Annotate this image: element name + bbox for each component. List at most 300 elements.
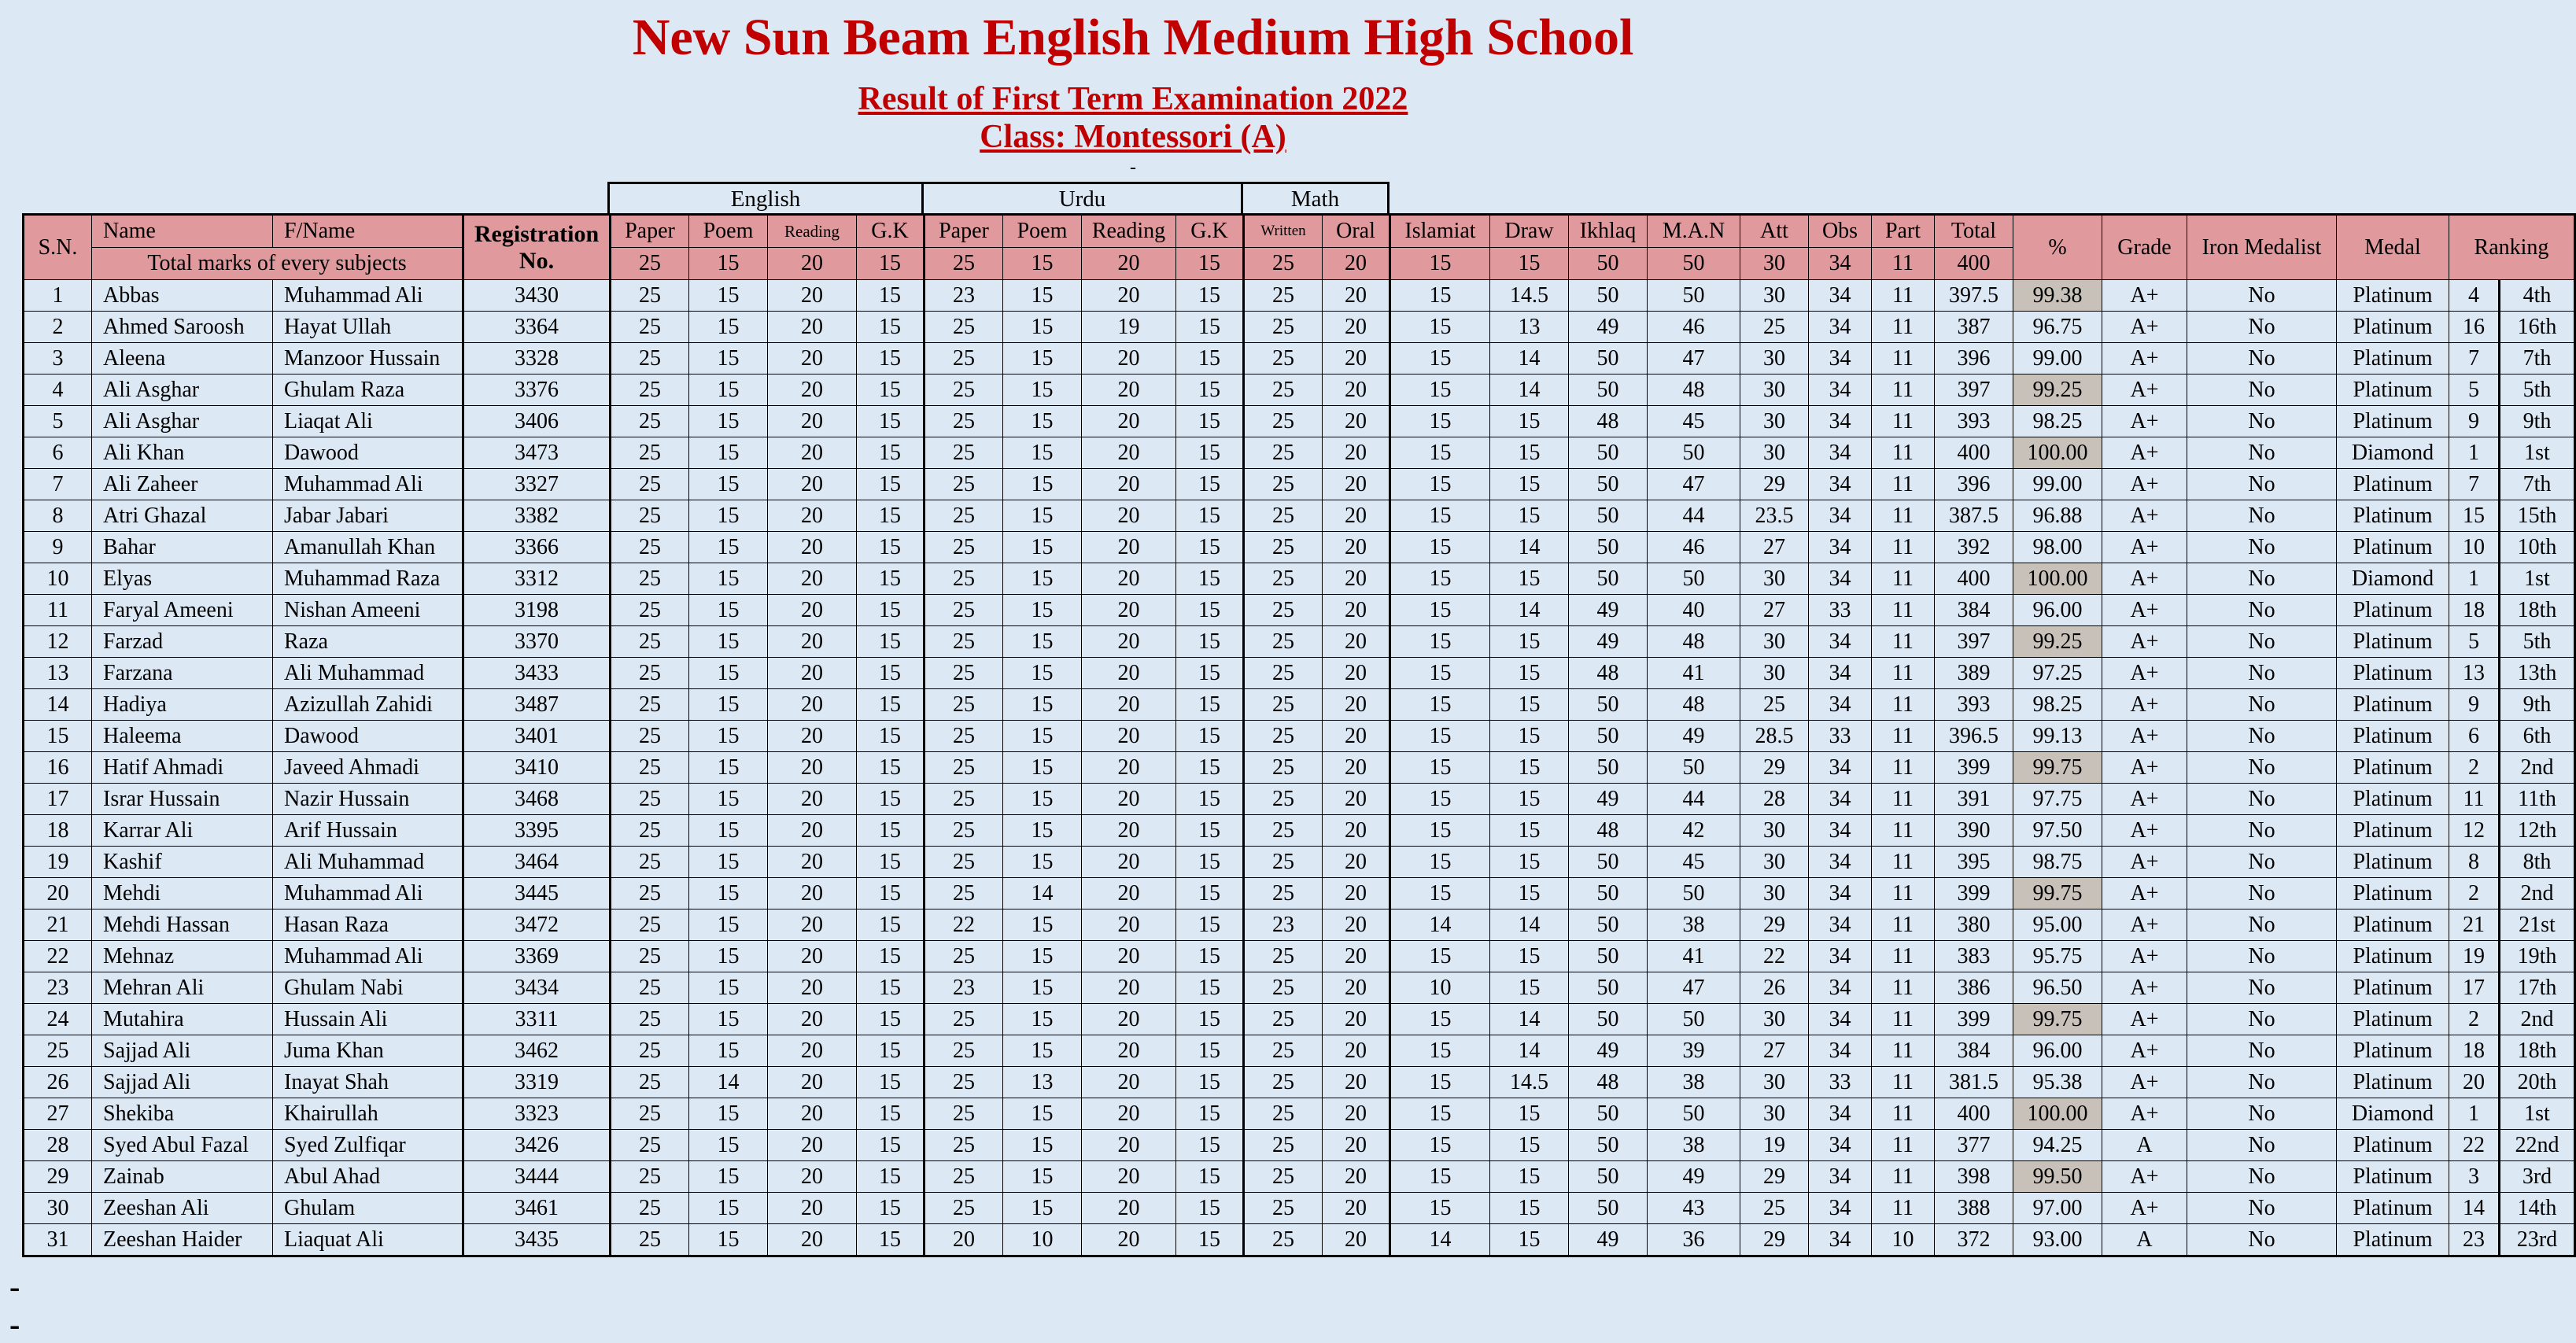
cell-registration: 3430 xyxy=(463,280,611,312)
cell-mark: 50 xyxy=(1569,374,1648,406)
cell-mark: 45 xyxy=(1648,847,1740,878)
cell-mark: 15 xyxy=(1390,563,1490,595)
cell-mark: 15 xyxy=(1176,847,1244,878)
cell-rank-number: 2 xyxy=(2449,1004,2500,1035)
cell-mark: 20 xyxy=(1082,500,1176,532)
cell-mark: 34 xyxy=(1809,343,1872,374)
table-row xyxy=(24,374,2575,406)
cell-sn: 7 xyxy=(24,469,92,500)
cell-registration: 3410 xyxy=(463,752,611,784)
cell-mark: 15 xyxy=(1003,1004,1082,1035)
cell-medal: Platinum xyxy=(2337,721,2449,752)
cell-mark: 15 xyxy=(857,1193,924,1224)
cell-mark: 25 xyxy=(611,500,689,532)
cell-mark: 20 xyxy=(1323,1193,1390,1224)
cell-mark: 15 xyxy=(689,909,768,941)
cell-mark: 25 xyxy=(611,1193,689,1224)
cell-sn: 3 xyxy=(24,343,92,374)
cell-medal: Platinum xyxy=(2337,815,2449,847)
cell-mark: 20 xyxy=(1323,1004,1390,1035)
school-name: New Sun Beam English Medium High School xyxy=(632,9,1634,66)
cell-rank-label: 14th xyxy=(2500,1193,2575,1224)
cell-mark: 50 xyxy=(1569,941,1648,972)
cell-mark: 11 xyxy=(1872,909,1935,941)
cell-mark: 34 xyxy=(1809,500,1872,532)
cell-rank-number: 23 xyxy=(2449,1224,2500,1256)
cell-mark: 20 xyxy=(768,1130,857,1161)
cell-mark: 29 xyxy=(1740,1224,1809,1256)
cell-fname: Raza xyxy=(273,626,463,658)
cell-mark: 15 xyxy=(857,1035,924,1067)
cell-mark: 30 xyxy=(1740,437,1809,469)
cell-iron-medalist: No xyxy=(2187,595,2337,626)
cell-mark: 15 xyxy=(1176,1098,1244,1130)
cell-mark: 34 xyxy=(1809,972,1872,1004)
cell-mark: 20 xyxy=(1082,626,1176,658)
cell-iron-medalist: No xyxy=(2187,1035,2337,1067)
cell-mark: 20 xyxy=(1082,532,1176,563)
cell-rank-number: 18 xyxy=(2449,595,2500,626)
cell-mark: 25 xyxy=(611,1224,689,1256)
cell-mark: 15 xyxy=(1003,847,1082,878)
cell-medal: Platinum xyxy=(2337,658,2449,689)
header-col: Att xyxy=(1740,215,1809,248)
cell-mark: 15 xyxy=(1003,1130,1082,1161)
cell-mark: 25 xyxy=(924,941,1003,972)
cell-mark: 48 xyxy=(1569,1067,1648,1098)
cell-grade: A xyxy=(2102,1130,2187,1161)
cell-mark: 50 xyxy=(1569,972,1648,1004)
cell-mark: 25 xyxy=(924,626,1003,658)
cell-rank-number: 1 xyxy=(2449,1098,2500,1130)
cell-mark: 20 xyxy=(1082,1067,1176,1098)
cell-mark: 20 xyxy=(768,595,857,626)
cell-mark: 20 xyxy=(768,721,857,752)
cell-medal: Platinum xyxy=(2337,343,2449,374)
cell-mark: 20 xyxy=(1082,847,1176,878)
cell-mark: 15 xyxy=(1490,721,1569,752)
cell-mark: 33 xyxy=(1809,1067,1872,1098)
cell-mark: 20 xyxy=(1323,878,1390,909)
cell-mark: 39 xyxy=(1648,1035,1740,1067)
cell-total: 399 xyxy=(1935,878,2013,909)
cell-grade: A+ xyxy=(2102,343,2187,374)
cell-mark: 15 xyxy=(1490,1193,1569,1224)
cell-mark: 44 xyxy=(1648,500,1740,532)
cell-rank-number: 19 xyxy=(2449,941,2500,972)
cell-mark: 15 xyxy=(857,847,924,878)
cell-mark: 15 xyxy=(857,626,924,658)
cell-mark: 25 xyxy=(1244,1224,1323,1256)
cell-mark: 20 xyxy=(1082,1224,1176,1256)
cell-mark: 47 xyxy=(1648,469,1740,500)
table-row xyxy=(24,689,2575,721)
header-col: Paper xyxy=(611,215,689,248)
cell-mark: 45 xyxy=(1648,406,1740,437)
cell-mark: 46 xyxy=(1648,532,1740,563)
cell-rank-number: 16 xyxy=(2449,312,2500,343)
cell-medal: Diamond xyxy=(2337,1098,2449,1130)
cell-mark: 15 xyxy=(1490,689,1569,721)
cell-mark: 25 xyxy=(924,815,1003,847)
cell-sn: 25 xyxy=(24,1035,92,1067)
cell-mark: 15 xyxy=(689,1193,768,1224)
cell-mark: 25 xyxy=(1244,1098,1323,1130)
cell-percent: 96.50 xyxy=(2013,972,2102,1004)
cell-mark: 20 xyxy=(768,626,857,658)
cell-grade: A+ xyxy=(2102,847,2187,878)
max-mark: 34 xyxy=(1809,248,1872,280)
cell-fname: Muhammad Raza xyxy=(273,563,463,595)
cell-registration: 3487 xyxy=(463,689,611,721)
cell-mark: 20 xyxy=(768,1224,857,1256)
cell-mark: 50 xyxy=(1569,1004,1648,1035)
cell-registration: 3382 xyxy=(463,500,611,532)
cell-mark: 34 xyxy=(1809,689,1872,721)
cell-rank-number: 7 xyxy=(2449,343,2500,374)
cell-mark: 11 xyxy=(1872,689,1935,721)
cell-percent: 99.38 xyxy=(2013,280,2102,312)
cell-percent: 95.00 xyxy=(2013,909,2102,941)
cell-name: Atri Ghazal xyxy=(92,500,273,532)
cell-mark: 15 xyxy=(689,972,768,1004)
cell-medal: Platinum xyxy=(2337,626,2449,658)
table-row xyxy=(24,1004,2575,1035)
cell-percent: 97.25 xyxy=(2013,658,2102,689)
cell-mark: 34 xyxy=(1809,752,1872,784)
table-row xyxy=(24,437,2575,469)
cell-mark: 49 xyxy=(1569,784,1648,815)
cell-iron-medalist: No xyxy=(2187,280,2337,312)
cell-name: Kashif xyxy=(92,847,273,878)
cell-percent: 95.75 xyxy=(2013,941,2102,972)
cell-mark: 15 xyxy=(689,941,768,972)
cell-mark: 25 xyxy=(611,532,689,563)
cell-mark: 15 xyxy=(1390,595,1490,626)
cell-mark: 15 xyxy=(1390,1004,1490,1035)
cell-mark: 34 xyxy=(1809,1224,1872,1256)
cell-mark: 44 xyxy=(1648,784,1740,815)
cell-medal: Platinum xyxy=(2337,1224,2449,1256)
cell-name: Ali Asghar xyxy=(92,406,273,437)
cell-mark: 14 xyxy=(1490,374,1569,406)
cell-mark: 15 xyxy=(857,815,924,847)
cell-mark: 25 xyxy=(1244,437,1323,469)
cell-rank-number: 8 xyxy=(2449,847,2500,878)
cell-mark: 20 xyxy=(768,343,857,374)
cell-iron-medalist: No xyxy=(2187,1193,2337,1224)
cell-mark: 15 xyxy=(689,1004,768,1035)
cell-fname: Ali Muhammad xyxy=(273,847,463,878)
cell-registration: 3472 xyxy=(463,909,611,941)
header-col: G.K xyxy=(1176,215,1244,248)
cell-percent: 93.00 xyxy=(2013,1224,2102,1256)
cell-mark: 50 xyxy=(1569,280,1648,312)
cell-mark: 15 xyxy=(857,721,924,752)
cell-mark: 10 xyxy=(1390,972,1490,1004)
cell-mark: 25 xyxy=(1244,847,1323,878)
cell-rank-number: 9 xyxy=(2449,689,2500,721)
cell-mark: 50 xyxy=(1569,532,1648,563)
cell-mark: 11 xyxy=(1872,312,1935,343)
cell-mark: 15 xyxy=(1390,626,1490,658)
cell-medal: Platinum xyxy=(2337,941,2449,972)
cell-rank-label: 11th xyxy=(2500,784,2575,815)
table-row xyxy=(24,784,2575,815)
cell-mark: 15 xyxy=(689,658,768,689)
max-mark: 15 xyxy=(1176,248,1244,280)
cell-iron-medalist: No xyxy=(2187,909,2337,941)
cell-mark: 20 xyxy=(1323,689,1390,721)
cell-mark: 20 xyxy=(1323,658,1390,689)
cell-grade: A+ xyxy=(2102,437,2187,469)
cell-mark: 15 xyxy=(857,595,924,626)
cell-iron-medalist: No xyxy=(2187,972,2337,1004)
cell-mark: 15 xyxy=(857,784,924,815)
cell-grade: A+ xyxy=(2102,815,2187,847)
cell-grade: A+ xyxy=(2102,595,2187,626)
cell-mark: 20 xyxy=(768,280,857,312)
cell-mark: 11 xyxy=(1872,1035,1935,1067)
cell-mark: 23 xyxy=(924,280,1003,312)
cell-mark: 34 xyxy=(1809,658,1872,689)
cell-name: Shekiba xyxy=(92,1098,273,1130)
cell-mark: 10 xyxy=(1872,1224,1935,1256)
cell-mark: 15 xyxy=(1176,752,1244,784)
cell-mark: 15 xyxy=(1490,941,1569,972)
cell-mark: 13 xyxy=(1003,1067,1082,1098)
cell-mark: 34 xyxy=(1809,941,1872,972)
cell-mark: 15 xyxy=(1390,1035,1490,1067)
cell-mark: 29 xyxy=(1740,909,1809,941)
cell-mark: 15 xyxy=(1176,1067,1244,1098)
cell-mark: 15 xyxy=(1390,752,1490,784)
cell-mark: 15 xyxy=(1176,374,1244,406)
cell-mark: 15 xyxy=(689,815,768,847)
cell-name: Ali Asghar xyxy=(92,374,273,406)
max-mark: 11 xyxy=(1872,248,1935,280)
cell-mark: 15 xyxy=(689,532,768,563)
cell-mark: 15 xyxy=(1390,500,1490,532)
cell-mark: 14 xyxy=(689,1067,768,1098)
cell-rank-number: 22 xyxy=(2449,1130,2500,1161)
cell-mark: 15 xyxy=(689,500,768,532)
max-mark: 15 xyxy=(1003,248,1082,280)
group-english-header: English xyxy=(607,182,924,213)
cell-registration: 3445 xyxy=(463,878,611,909)
cell-rank-number: 13 xyxy=(2449,658,2500,689)
cell-total: 399 xyxy=(1935,1004,2013,1035)
cell-mark: 20 xyxy=(768,500,857,532)
cell-mark: 20 xyxy=(1323,1067,1390,1098)
header-medal: Medal xyxy=(2337,215,2449,280)
cell-rank-number: 5 xyxy=(2449,626,2500,658)
cell-mark: 25 xyxy=(1244,374,1323,406)
cell-mark: 50 xyxy=(1569,343,1648,374)
table-row xyxy=(24,1193,2575,1224)
cell-mark: 20 xyxy=(1323,312,1390,343)
cell-mark: 15 xyxy=(857,752,924,784)
cell-mark: 25 xyxy=(924,343,1003,374)
cell-iron-medalist: No xyxy=(2187,1224,2337,1256)
cell-grade: A+ xyxy=(2102,1098,2187,1130)
cell-mark: 34 xyxy=(1809,815,1872,847)
cell-grade: A+ xyxy=(2102,469,2187,500)
cell-mark: 20 xyxy=(1082,972,1176,1004)
cell-total: 387 xyxy=(1935,312,2013,343)
cell-mark: 34 xyxy=(1809,1004,1872,1035)
cell-mark: 20 xyxy=(1323,469,1390,500)
cell-rank-label: 19th xyxy=(2500,941,2575,972)
cell-mark: 20 xyxy=(1082,1098,1176,1130)
cell-grade: A+ xyxy=(2102,374,2187,406)
cell-mark: 15 xyxy=(857,1004,924,1035)
cell-mark: 15 xyxy=(857,500,924,532)
header-col: Poem xyxy=(689,215,768,248)
cell-mark: 50 xyxy=(1569,469,1648,500)
cell-rank-label: 5th xyxy=(2500,374,2575,406)
table-row xyxy=(24,752,2575,784)
cell-iron-medalist: No xyxy=(2187,563,2337,595)
cell-total: 400 xyxy=(1935,563,2013,595)
cell-rank-label: 1st xyxy=(2500,437,2575,469)
cell-mark: 20 xyxy=(768,972,857,1004)
cell-mark: 15 xyxy=(857,406,924,437)
cell-total: 396 xyxy=(1935,343,2013,374)
max-mark: 15 xyxy=(689,248,768,280)
cell-mark: 25 xyxy=(924,878,1003,909)
cell-mark: 20 xyxy=(1323,280,1390,312)
cell-medal: Platinum xyxy=(2337,406,2449,437)
cell-fname: Azizullah Zahidi xyxy=(273,689,463,721)
cell-mark: 20 xyxy=(1082,1161,1176,1193)
cell-mark: 15 xyxy=(857,658,924,689)
cell-mark: 11 xyxy=(1872,658,1935,689)
cell-mark: 22 xyxy=(924,909,1003,941)
cell-mark: 25 xyxy=(1244,563,1323,595)
cell-mark: 11 xyxy=(1872,1130,1935,1161)
cell-registration: 3364 xyxy=(463,312,611,343)
cell-grade: A+ xyxy=(2102,1193,2187,1224)
cell-percent: 99.00 xyxy=(2013,343,2102,374)
header-col: Poem xyxy=(1003,215,1082,248)
cell-mark: 25 xyxy=(611,469,689,500)
cell-mark: 14 xyxy=(1490,532,1569,563)
cell-mark: 14 xyxy=(1003,878,1082,909)
cell-mark: 15 xyxy=(1390,437,1490,469)
cell-mark: 50 xyxy=(1569,847,1648,878)
cell-mark: 20 xyxy=(1082,658,1176,689)
cell-sn: 27 xyxy=(24,1098,92,1130)
cell-percent: 99.75 xyxy=(2013,1004,2102,1035)
cell-sn: 6 xyxy=(24,437,92,469)
cell-sn: 14 xyxy=(24,689,92,721)
cell-mark: 25 xyxy=(1740,312,1809,343)
cell-medal: Platinum xyxy=(2337,1004,2449,1035)
cell-mark: 20 xyxy=(1082,1004,1176,1035)
cell-mark: 46 xyxy=(1648,312,1740,343)
cell-mark: 41 xyxy=(1648,941,1740,972)
cell-medal: Platinum xyxy=(2337,469,2449,500)
cell-mark: 15 xyxy=(1490,1130,1569,1161)
cell-mark: 25 xyxy=(611,658,689,689)
cell-mark: 34 xyxy=(1809,847,1872,878)
cell-mark: 25 xyxy=(1244,878,1323,909)
cell-mark: 15 xyxy=(1003,1161,1082,1193)
cell-mark: 15 xyxy=(1490,1224,1569,1256)
cell-mark: 20 xyxy=(1323,752,1390,784)
cell-iron-medalist: No xyxy=(2187,437,2337,469)
cell-mark: 25 xyxy=(1244,784,1323,815)
cell-mark: 25 xyxy=(924,1004,1003,1035)
cell-mark: 25 xyxy=(611,563,689,595)
header-col: G.K xyxy=(857,215,924,248)
cell-mark: 25 xyxy=(924,847,1003,878)
cell-mark: 15 xyxy=(689,1098,768,1130)
cell-mark: 15 xyxy=(1490,815,1569,847)
cell-percent: 99.13 xyxy=(2013,721,2102,752)
cell-mark: 15 xyxy=(689,1130,768,1161)
cell-mark: 25 xyxy=(1244,280,1323,312)
cell-name: Abbas xyxy=(92,280,273,312)
cell-mark: 14 xyxy=(1390,909,1490,941)
cell-mark: 15 xyxy=(1490,784,1569,815)
cell-medal: Platinum xyxy=(2337,1035,2449,1067)
cell-registration: 3406 xyxy=(463,406,611,437)
cell-mark: 48 xyxy=(1648,626,1740,658)
cell-mark: 25 xyxy=(1244,343,1323,374)
cell-mark: 15 xyxy=(1003,689,1082,721)
cell-rank-label: 9th xyxy=(2500,689,2575,721)
cell-mark: 25 xyxy=(611,1098,689,1130)
cell-mark: 30 xyxy=(1740,406,1809,437)
cell-mark: 20 xyxy=(1323,784,1390,815)
cell-mark: 20 xyxy=(1323,532,1390,563)
cell-mark: 20 xyxy=(768,658,857,689)
cell-mark: 15 xyxy=(1176,1130,1244,1161)
cell-mark: 20 xyxy=(1082,784,1176,815)
cell-mark: 34 xyxy=(1809,909,1872,941)
cell-iron-medalist: No xyxy=(2187,658,2337,689)
cell-mark: 15 xyxy=(1490,406,1569,437)
table-row xyxy=(24,909,2575,941)
cell-mark: 20 xyxy=(1323,1224,1390,1256)
cell-percent: 98.25 xyxy=(2013,689,2102,721)
cell-total: 386 xyxy=(1935,972,2013,1004)
cell-name: Elyas xyxy=(92,563,273,595)
cell-percent: 99.25 xyxy=(2013,626,2102,658)
header-col: Islamiat xyxy=(1390,215,1490,248)
cell-mark: 34 xyxy=(1809,374,1872,406)
cell-name: Sajjad Ali xyxy=(92,1067,273,1098)
cell-mark: 25 xyxy=(1244,658,1323,689)
cell-medal: Platinum xyxy=(2337,374,2449,406)
cell-percent: 97.50 xyxy=(2013,815,2102,847)
cell-percent: 95.38 xyxy=(2013,1067,2102,1098)
cell-mark: 25 xyxy=(611,941,689,972)
cell-mark: 11 xyxy=(1872,752,1935,784)
cell-total: 398 xyxy=(1935,1161,2013,1193)
cell-mark: 25 xyxy=(1244,752,1323,784)
cell-mark: 15 xyxy=(1176,972,1244,1004)
cell-mark: 30 xyxy=(1740,563,1809,595)
cell-mark: 30 xyxy=(1740,847,1809,878)
cell-mark: 20 xyxy=(768,784,857,815)
cell-mark: 15 xyxy=(1490,626,1569,658)
cell-mark: 15 xyxy=(1176,689,1244,721)
results-table xyxy=(22,213,2576,1257)
cell-mark: 11 xyxy=(1872,500,1935,532)
